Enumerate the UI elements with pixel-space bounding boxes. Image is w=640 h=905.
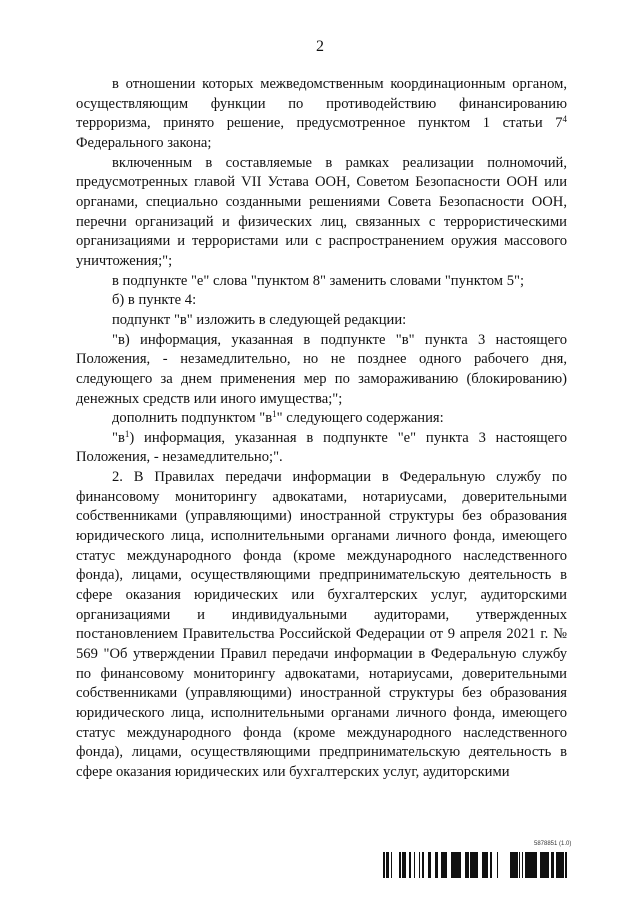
barcode-bar <box>472 852 473 878</box>
barcode-bar <box>556 852 559 878</box>
barcode-bar <box>529 852 530 878</box>
paragraph: в отношении которых межведомственным координационным органом, осуществляющим функции по противодействию финансированию терроризма, принято решение, предусмотренное пунктом 1 статьи $7^4$ Федерального закона; <box>76 76 567 151</box>
barcode-bar <box>386 852 388 878</box>
barcode-bar <box>475 852 477 878</box>
page-number: 2 <box>316 38 324 55</box>
barcode-bar <box>532 852 535 878</box>
barcode-bar <box>565 852 567 878</box>
barcode-icon <box>383 852 570 878</box>
paragraph: "$в^1$) информация, указанная в подпункте "е" пункта 3 настоящего Положения, - незамедлительно;". <box>76 428 567 466</box>
barcode-bar <box>428 852 431 878</box>
barcode-bar <box>540 852 542 878</box>
barcode-bar <box>525 852 527 878</box>
barcode-bar <box>477 852 478 878</box>
barcode-bar <box>522 852 523 878</box>
barcode-bar <box>515 852 518 878</box>
barcode-bar <box>510 852 511 878</box>
barcode-bar <box>511 852 513 878</box>
barcode-bar <box>402 852 405 878</box>
barcode-bar <box>485 852 487 878</box>
barcode-bar <box>482 852 485 878</box>
paragraph: б) в пункте 4: <box>112 292 197 309</box>
barcode-bar <box>559 852 561 878</box>
barcode-bar <box>383 852 385 878</box>
barcode-bar <box>419 852 420 878</box>
barcode-bar <box>435 852 438 878</box>
barcode-bar <box>551 852 554 878</box>
barcode-bar <box>399 852 401 878</box>
paragraph: дополнить подпунктом "$в^1$" следующего содержания: <box>112 409 444 427</box>
barcode-bar <box>470 852 472 878</box>
barcode-bar <box>465 852 468 878</box>
barcode-bar <box>542 852 545 878</box>
paragraph: включенным в составляемые в рамках реализации полномочий, предусмотренных главой VII Устава ООН, Советом Безопасности ООН или органами, специально созданными решениями Совета Безопасности ООН, перечни организаций и физических лиц, связанных с террористическими организациями и террористами или с распространением оружия массового уничтожения;"; <box>76 154 567 269</box>
barcode-bar <box>445 852 447 878</box>
paragraph: в подпункте "е" слова "пунктом 8" заменить словами "пунктом 5"; <box>112 272 525 289</box>
paragraph: 2. В Правилах передачи информации в Федеральную службу по финансовому мониторингу адвокатами, нотариусами, доверительными собственниками (управляющими) иностранной структуры без образования юридического лица, исполнительными органами личного фонда, имеющего статус международного фонда (кроме международного наследственного фонда), лицами, осуществляющими предпринимательскую деятельность в сфере оказания юридических или бухгалтерских услуг, аудиторскими организациями и индивидуальными аудиторами, утвержденных постановлением Правительства Российской Федерации от 9 апреля 2021 г. № 569 "Об утверждении Правил передачи информации в Федеральную службу по финансовому мониторингу адвокатами, нотариусами, доверительными собственниками (управляющими) иностранной структуры без образования юридического лица, исполнительными органами личного фонда, имеющего статус международного фонда (кроме международного наследственного фонда), лицами, осуществляющими предпринимательскую деятельность в сфере оказания юридических или бухгалтерских услуг, аудиторскими <box>76 469 567 780</box>
barcode-bar <box>497 852 498 878</box>
barcode-bar <box>455 852 458 878</box>
barcode-bar <box>561 852 564 878</box>
barcode-bar <box>443 852 445 878</box>
barcode-bar <box>441 852 443 878</box>
barcode-bar <box>405 852 406 878</box>
barcode-bar <box>519 852 520 878</box>
barcode-bar <box>527 852 529 878</box>
barcode-bar <box>468 852 469 878</box>
document-code: 5878851 (1.0) <box>534 841 572 847</box>
barcode-bar <box>490 852 492 878</box>
paragraph: подпункт "в" изложить в следующей редакции: <box>112 311 407 328</box>
barcode-bar <box>487 852 488 878</box>
barcode-bar <box>535 852 537 878</box>
barcode-bar <box>388 852 389 878</box>
barcode-bar <box>423 852 424 878</box>
document-body <box>76 75 567 783</box>
barcode-bar <box>409 852 411 878</box>
barcode-bar <box>451 852 452 878</box>
barcode-bar <box>530 852 532 878</box>
barcode-bar <box>547 852 549 878</box>
barcode-bar <box>414 852 415 878</box>
barcode-bar <box>452 852 455 878</box>
barcode-bar <box>545 852 547 878</box>
barcode-bar <box>513 852 515 878</box>
barcode-bar <box>391 852 392 878</box>
paragraph: "в) информация, указанная в подпункте "в" пункта 3 настоящего Положения, - незамедлительно, но не позднее одного рабочего дня, следующего за днем применения мер по замораживанию (блокированию) денежных средств или иного имущества;"; <box>76 331 567 407</box>
barcode-bar <box>458 852 461 878</box>
barcode-bar <box>422 852 423 878</box>
barcode-bar <box>473 852 475 878</box>
